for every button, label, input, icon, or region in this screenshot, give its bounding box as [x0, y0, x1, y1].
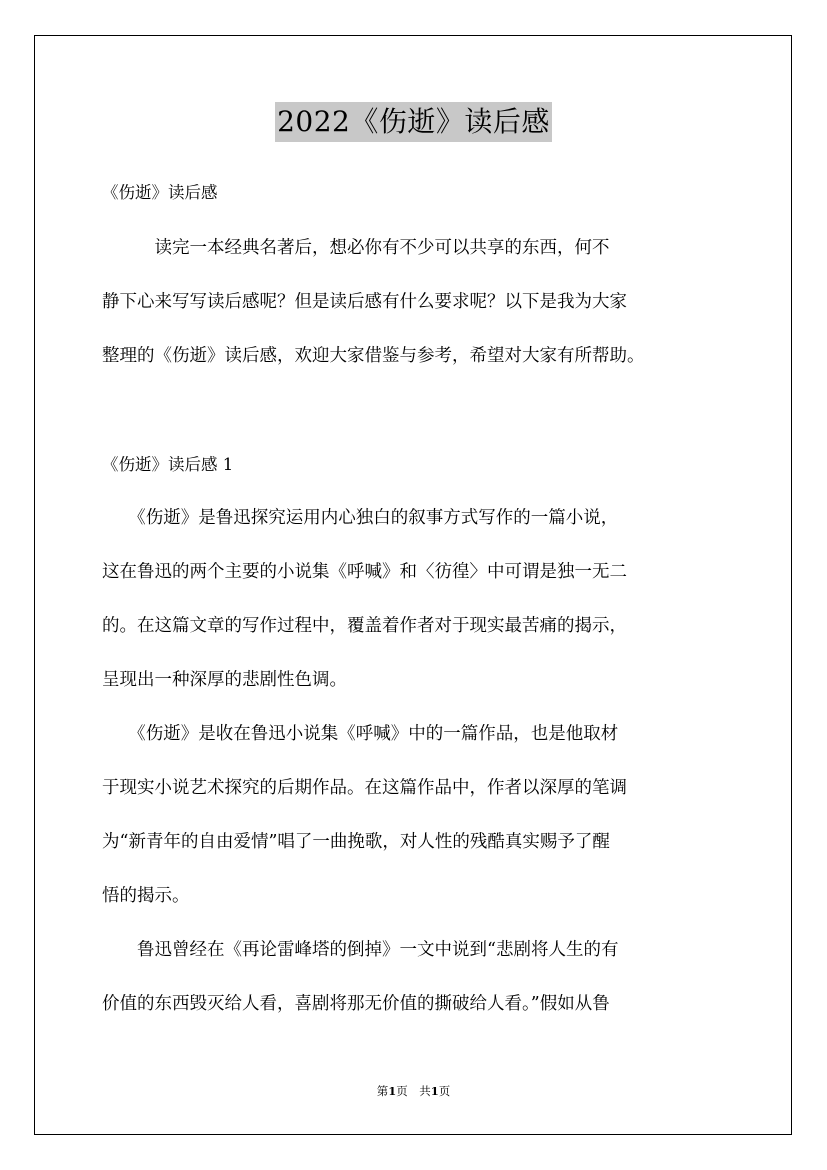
document-title: 2022《伤逝》读后感 — [275, 102, 552, 142]
footer-page-number: 1 — [388, 1084, 397, 1098]
para3-line-2: 价值的东西毁灭给人看，喜剧将那无价值的撕破给人看。”假如从鲁 — [102, 994, 610, 1014]
section-heading-1: 《伤逝》读后感 1 — [102, 455, 234, 474]
footer-prefix: 第 — [376, 1084, 389, 1098]
para2-line-3: 为“新青年的自由爱情”唱了一曲挽歌，对人性的残酷真实赐予了醒 — [102, 832, 610, 852]
page-footer — [0, 1083, 827, 1099]
intro-line-2: 静下心来写写读后感呢？但是读后感有什么要求呢？以下是我为大家 — [102, 292, 627, 312]
footer-page-total: 1 — [430, 1084, 439, 1098]
para1-line-4: 呈现出一种深厚的悲剧性色调。 — [102, 670, 347, 690]
para1-line-1: 《伤逝》是鲁迅探究运用内心独白的叙事方式写作的一篇小说， — [102, 508, 619, 528]
section-heading-intro: 《伤逝》读后感 — [102, 183, 218, 202]
para3-line-1: 鲁迅曾经在《再论雷峰塔的倒掉》一文中说到“悲剧将人生的有 — [102, 940, 619, 960]
para1-line-3: 的。在这篇文章的写作过程中，覆盖着作者对于现实最苦痛的揭示， — [102, 616, 627, 636]
para2-line-2: 于现实小说艺术探究的后期作品。在这篇作品中，作者以深厚的笔调 — [102, 778, 627, 798]
footer-suffix: 页 — [438, 1084, 451, 1098]
para2-line-1: 《伤逝》是收在鲁迅小说集《呼喊》中的一篇作品，也是他取材 — [102, 724, 619, 744]
footer-mid: 页 共 — [396, 1084, 431, 1098]
para1-line-2: 这在鲁迅的两个主要的小说集《呼喊》和〈彷徨〉中可谓是独一无二 — [102, 562, 627, 582]
intro-line-1: 读完一本经典名著后，想必你有不少可以共享的东西，何不 — [102, 238, 610, 258]
intro-line-3: 整理的《伤逝》读后感，欢迎大家借鉴与参考，希望对大家有所帮助。 — [102, 346, 645, 366]
para2-line-4: 悟的揭示。 — [102, 886, 190, 906]
title-container — [0, 102, 827, 142]
